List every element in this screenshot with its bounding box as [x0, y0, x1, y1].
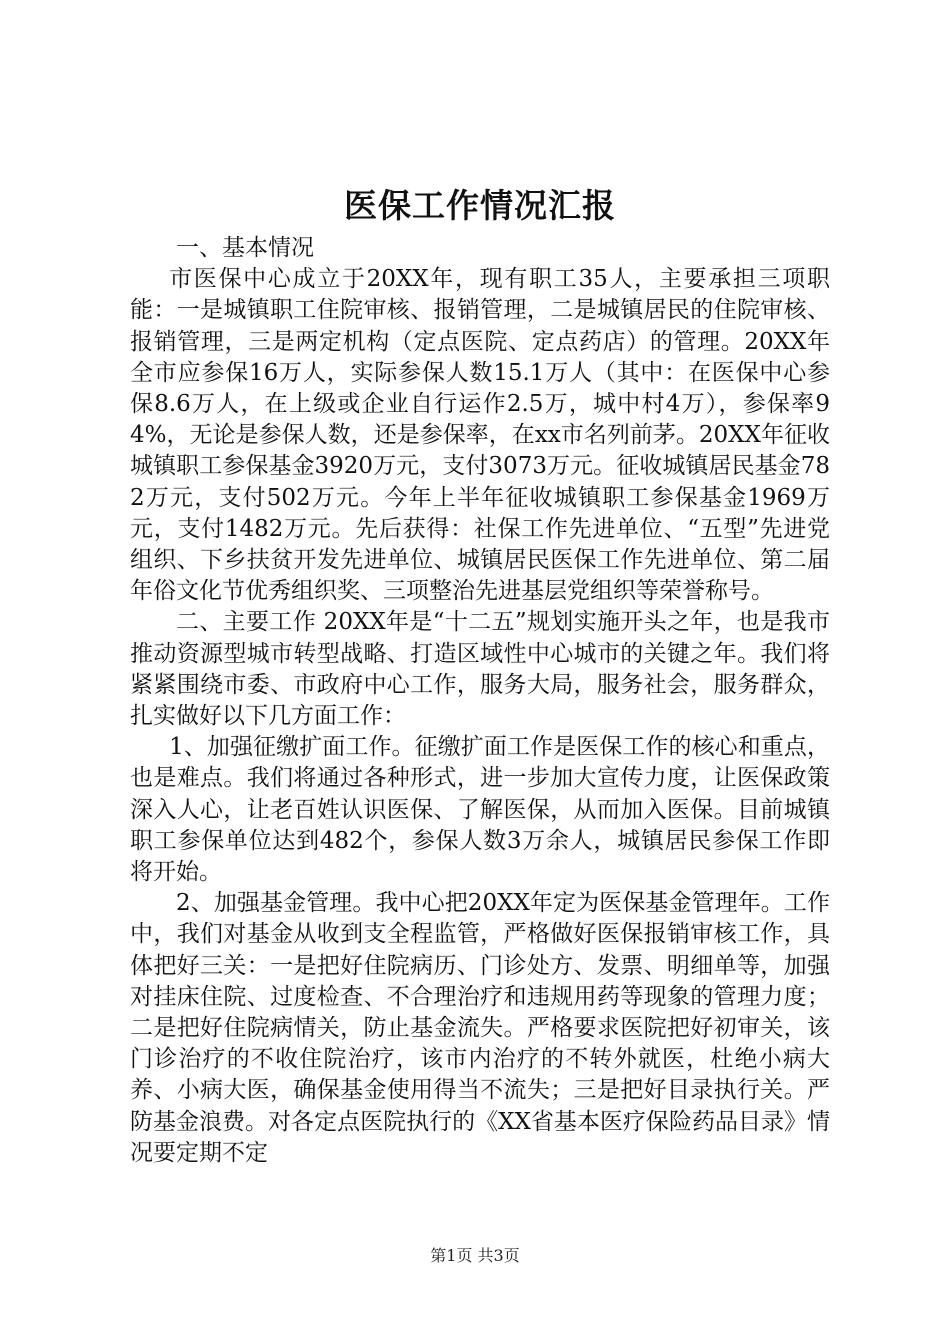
document-page — [130, 180, 830, 1169]
document-title: 医保工作情况汇报 — [344, 186, 616, 225]
paragraph-main-work: 二、主要工作 20XX年是“十二五”规划实施开头之年，也是我市推动资源型城市转型战略、打造区域性中心城市的关键之年。我们将紧紧围绕市委、市政府中心工作，服务大局，服务社会，服务群众，扎实做好以下几方面工作： — [130, 609, 830, 730]
section-heading-basic: 一、基本情况 — [176, 235, 314, 261]
paragraph-collection: 1、加强征缴扩面工作。征缴扩面工作是医保工作的核心和重点，也是难点。我们将通过各种形式，进一步加大宣传力度，让医保政策深入人心，让老百姓认识医保、了解医保，从而加入医保。目前城镇职工参保单位达到482个，参保人数3万余人，城镇居民参保工作即将开始。 — [130, 734, 830, 886]
paragraph-fund-management: 2、加强基金管理。我中心把20XX年定为医保基金管理年。工作中，我们对基金从收到支全程监管，严格做好医保报销审核工作，具体把好三关：一是把好住院病历、门诊处方、发票、明细单等，加强对挂床住院、过度检查、不合理治疗和违规用药等现象的管理力度；二是把好住院病情关，防止基金流失。严格要求医院把好初审关，该门诊治疗的不收住院治疗，该市内治疗的不转外就医，杜绝小病大养、小病大医，确保基金使用得当不流失；三是把好目录执行关。严防基金浪费。对各定点医院执行的《XX省基本医疗保险药品目录》情况要定期不定 — [130, 890, 830, 1166]
page-footer: 第1页 共3页 — [430, 1246, 520, 1265]
paragraph-basic-info: 市医保中心成立于20XX年，现有职工35人，主要承担三项职能：一是城镇职工住院审核、报销管理，二是城镇居民的住院审核、报销管理，三是两定机构（定点医院、定点药店）的管理。20XX年全市应参保16万人，实际参保人数15.1万人（其中：在医保中心参保8.6万人，在上级或企业自行运作2.5万，城中村4万），参保率94%，无论是参保人数，还是参保率，在xx市名列前茅。20XX年征收城镇职工参保基金3920万元，支付3073万元。征收城镇居民基金782万元，支付502万元。今年上半年征收城镇职工参保基金1969万元，支付1482万元。先后获得：社保工作先进单位、“五型”先进党组织、下乡扶贫开发先进单位、城镇居民医保工作先进单位、第二届年俗文化节优秀组织奖、三项整治先进基层党组织等荣誉称号。 — [130, 266, 830, 605]
